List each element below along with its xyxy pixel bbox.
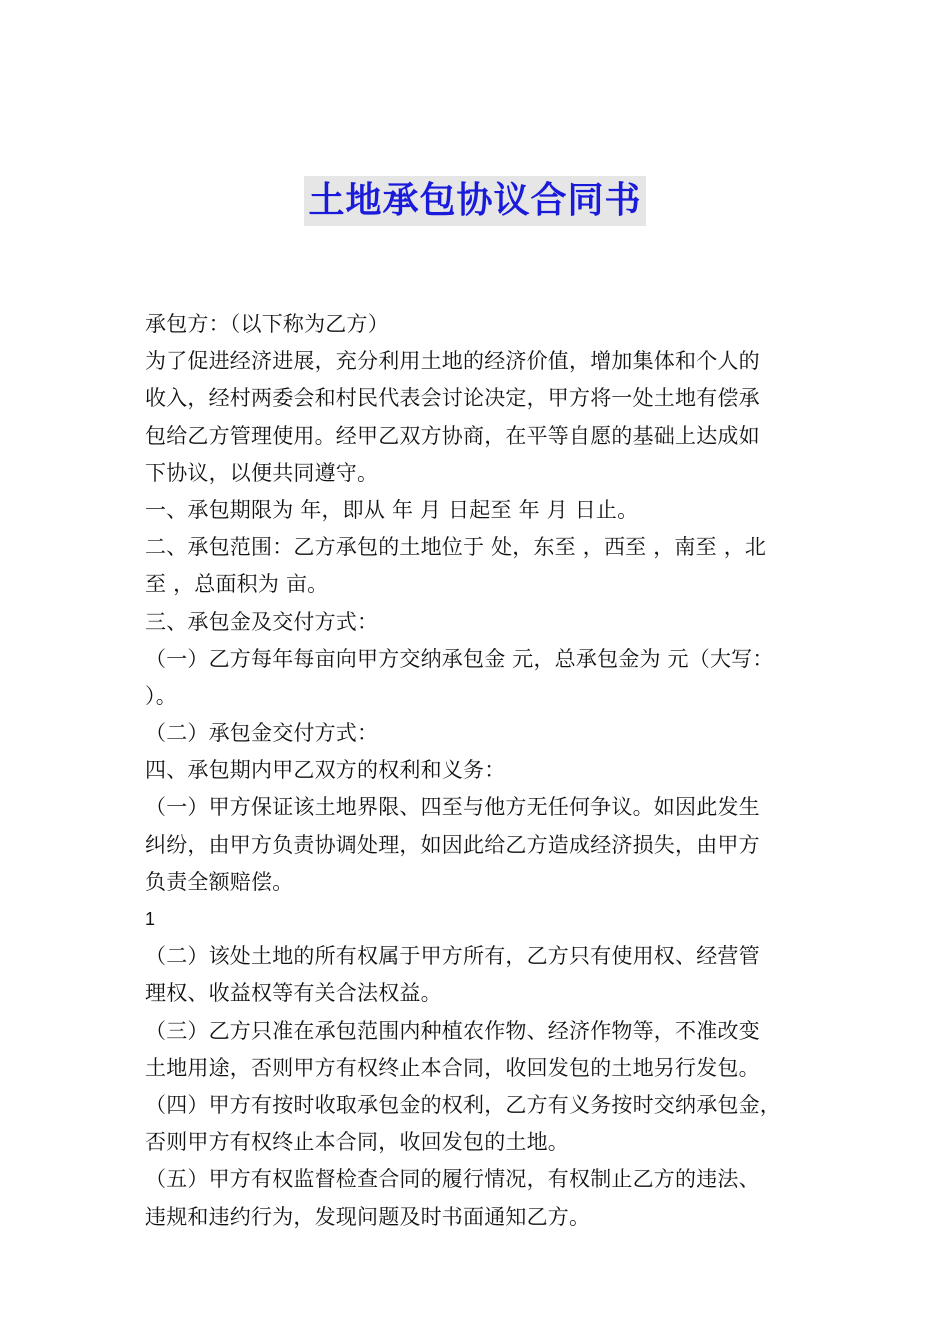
document-body <box>145 306 810 1236</box>
document-title: 土地承包协议合同书 <box>304 176 645 226</box>
clause-rights-line: 否则甲方有权终止本合同，收回发包的土地。 <box>145 1130 569 1155</box>
clause-rights-line: 负责全额赔偿。 <box>145 869 294 894</box>
paragraph-line: 包给乙方管理使用。经甲乙双方协商，在平等自愿的基础上达成如 <box>145 423 760 448</box>
paragraph-line: 为了促进经济进展，充分利用土地的经济价值，增加集体和个人的 <box>145 349 760 374</box>
clause-rights-line: （二）该处土地的所有权属于甲方所有，乙方只有使用权、经营管 <box>145 944 760 969</box>
clause-payment-method-line: （二）承包金交付方式： <box>145 721 379 746</box>
clause-payment-heading: 三、承包金及交付方式： <box>145 609 379 634</box>
clause-rights-line: 理权、收益权等有关合法权益。 <box>145 981 442 1006</box>
contract-party-line: 承包方：（以下称为乙方） <box>145 312 389 336</box>
clause-term-line: 一、承包期限为 年，即从 年 月 日起至 年 月 日止。 <box>145 497 639 522</box>
clause-payment-line: ）。 <box>145 683 177 708</box>
paragraph-line: 下协议，以便共同遵守。 <box>145 460 379 485</box>
clause-rights-line: （一）甲方保证该土地界限、四至与他方无任何争议。如因此发生 <box>145 795 760 820</box>
paragraph-line: 收入，经村两委会和村民代表会讨论决定，甲方将一处土地有偿承 <box>145 386 760 411</box>
title-container <box>0 176 950 226</box>
clause-rights-line: （四）甲方有按时收取承包金的权利，乙方有义务按时交纳承包金， <box>145 1092 781 1117</box>
clause-payment-line: （一）乙方每年每亩向甲方交纳承包金 元，总承包金为 元（大写： <box>145 646 774 671</box>
page-number: 1 <box>145 909 156 929</box>
clause-rights-line: 违规和违约行为，发现问题及时书面通知乙方。 <box>145 1204 591 1229</box>
clause-rights-line: （三）乙方只准在承包范围内种植农作物、经济作物等，不准改变 <box>145 1018 760 1043</box>
clause-scope-line: 至 ，总面积为 亩。 <box>145 572 329 597</box>
clause-scope-line: 二、承包范围：乙方承包的土地位于 处，东至 ，西至 ，南至 ，北 <box>145 535 767 560</box>
clause-rights-line: 土地用途，否则甲方有权终止本合同，收回发包的土地另行发包。 <box>145 1055 760 1080</box>
clause-rights-line: 纠纷，由甲方负责协调处理，如因此给乙方造成经济损失，由甲方 <box>145 832 760 857</box>
clause-rights-line: （五）甲方有权监督检查合同的履行情况，有权制止乙方的违法、 <box>145 1167 760 1192</box>
clause-rights-heading: 四、承包期内甲乙双方的权利和义务： <box>145 758 506 783</box>
